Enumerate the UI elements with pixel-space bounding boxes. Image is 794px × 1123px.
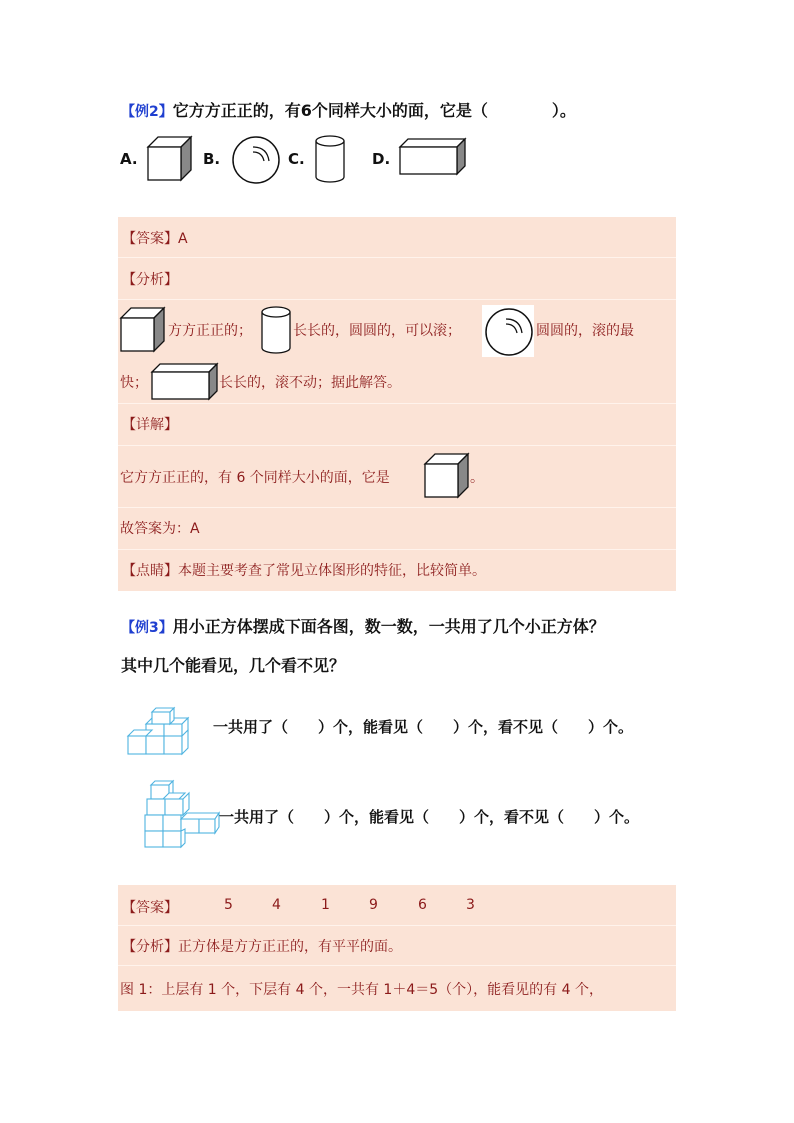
answer3-value-5: 6 <box>418 897 427 913</box>
option-b-label: B. <box>203 150 221 168</box>
cube-icon <box>424 453 470 499</box>
cuboid-icon <box>151 363 219 401</box>
cube-stack-figure-1 <box>128 708 200 760</box>
answer3-value-2: 4 <box>272 897 281 913</box>
example2-tag: 【例2】 <box>121 104 173 120</box>
sphere-icon <box>484 307 534 357</box>
analysis-text-cuboid: 长长的，滚不动；据此解答。 <box>219 375 401 391</box>
cube-icon <box>147 136 193 182</box>
answer3-value-6: 3 <box>466 897 475 913</box>
example2-question-line <box>121 98 576 121</box>
comment-text: 本题主要考查了常见立体图形的特征，比较简单。 <box>178 563 486 579</box>
example3-question-line2: 其中几个能看见，几个看不见？ <box>121 656 346 675</box>
fill-line-figure-1: 一共用了（ ）个，能看见（ ）个，看不见（ ）个。 <box>213 718 634 736</box>
figure1-explanation: 图 1：上层有 1 个，下层有 4 个，一共有 1＋4＝5（个），能看见的有 4 个， <box>120 982 603 998</box>
comment-line <box>122 560 486 580</box>
cylinder-icon <box>260 306 292 354</box>
answer3-label: 【答案】 <box>122 900 178 916</box>
answer3-value-4: 9 <box>369 897 378 913</box>
analysis-text-cylinder: 长长的，圆圆的，可以滚； <box>293 323 461 339</box>
answer-label: 【答案】 <box>122 231 178 247</box>
conclusion-text: 故答案为：A <box>120 521 200 537</box>
example2-question: 它方方正正的，有6个同样大小的面，它是（ ）。 <box>172 101 576 120</box>
analysis-text-fast: 快； <box>120 375 148 391</box>
answer3-value-3: 1 <box>321 897 330 913</box>
answer-line <box>122 228 188 248</box>
detail-text: 它方方正正的，有 6 个同样大小的面，它是 <box>120 470 390 486</box>
example3-question-text: 用小正方体摆成下面各图，数一数，一共用了几个小正方体？ <box>172 617 605 636</box>
analysis3-line <box>122 936 402 956</box>
detail-end: 。 <box>470 470 484 486</box>
answer-value: A <box>178 231 188 247</box>
option-d-label: D. <box>372 150 391 168</box>
cube-icon <box>120 307 166 353</box>
cylinder-icon <box>314 135 346 183</box>
answer3-value-1: 5 <box>224 897 233 913</box>
solution-panel-example3 <box>118 885 676 1011</box>
analysis3-label: 【分析】 <box>122 939 178 955</box>
analysis-text-sphere: 圆圆的，滚的最 <box>536 323 634 339</box>
sphere-icon <box>231 135 281 185</box>
analysis3-text: 正方体是方方正正的，有平平的面。 <box>178 939 402 955</box>
fill-line-figure-2: 一共用了（ ）个，能看见（ ）个，看不见（ ）个。 <box>219 808 640 826</box>
example3-question-line1 <box>121 614 605 637</box>
option-a-label: A. <box>120 150 138 168</box>
detail-label: 【详解】 <box>122 417 178 433</box>
example3-tag: 【例3】 <box>121 620 173 636</box>
cuboid-icon <box>399 138 467 176</box>
comment-label: 【点睛】 <box>122 563 178 579</box>
analysis-label: 【分析】 <box>122 272 178 288</box>
cube-stack-figure-2 <box>143 779 219 849</box>
analysis-text-cube: 方方正正的； <box>168 323 252 339</box>
option-c-label: C. <box>288 150 305 168</box>
solution-panel-example2 <box>118 217 676 591</box>
